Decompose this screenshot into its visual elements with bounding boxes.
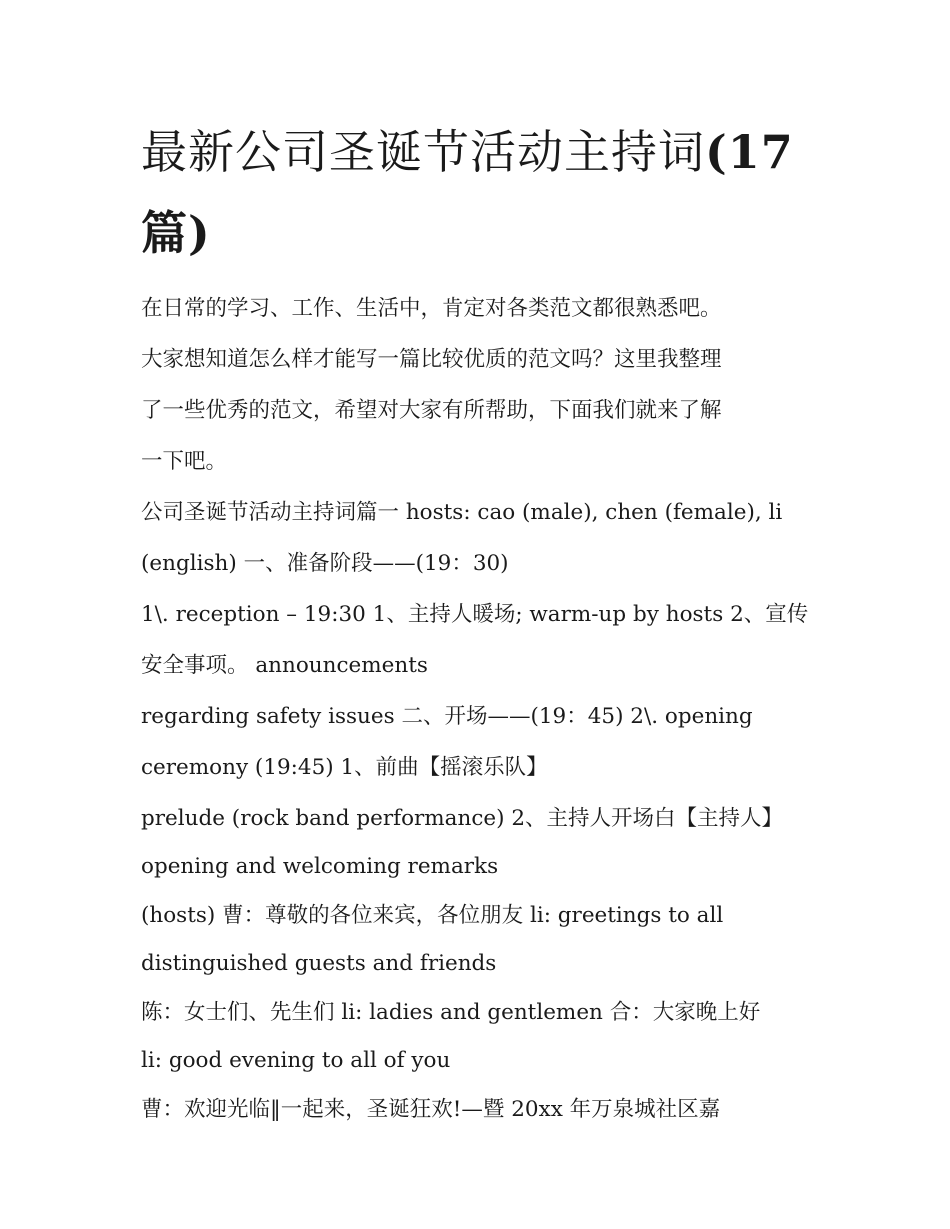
body-line: ceremony (19:45) 1、前曲【摇滚乐队】 bbox=[141, 755, 548, 780]
intro-line: 大家想知道怎么样才能写一篇比较优质的范文吗？这里我整理 bbox=[141, 347, 722, 372]
intro-line: 一下吧。 bbox=[141, 449, 228, 474]
body-line: regarding safety issues 二、开场——(19：45) 2\. opening bbox=[141, 704, 753, 729]
body-line: 公司圣诞节活动主持词篇一 hosts: cao (male), chen (female), li bbox=[141, 500, 783, 525]
intro-line: 了一些优秀的范文，希望对大家有所帮助，下面我们就来了解 bbox=[141, 398, 722, 423]
body-line: (hosts) 曹：尊敬的各位来宾，各位朋友 li: greetings to all bbox=[141, 903, 724, 928]
body-line: 1\. reception – 19:30 1、主持人暖场; warm-up by hosts 2、宣传 bbox=[141, 602, 809, 627]
body-line: opening and welcoming remarks bbox=[141, 854, 499, 879]
body-line: distinguished guests and friends bbox=[141, 951, 497, 976]
body-line: 安全事项。 announcements bbox=[141, 653, 428, 678]
document-page bbox=[141, 112, 821, 1135]
body-line: 陈：女士们、先生们 li: ladies and gentlemen 合：大家晚上好 bbox=[141, 1000, 761, 1025]
title-count-end: 篇) bbox=[141, 205, 211, 260]
title-count: (17 bbox=[705, 125, 794, 179]
host-script bbox=[141, 487, 821, 1135]
intro-paragraph bbox=[141, 283, 821, 487]
intro-line: 在日常的学习、工作、生活中，肯定对各类范文都很熟悉吧。 bbox=[141, 296, 722, 321]
body-line: prelude (rock band performance) 2、主持人开场白【主持人】 bbox=[141, 806, 784, 831]
body-line: 曹：欢迎光临‖一起来，圣诞狂欢!—暨 20xx 年万泉城社区嘉 bbox=[141, 1097, 721, 1122]
body-line: (english) 一、准备阶段——(19：30) bbox=[141, 551, 509, 576]
body-line: li: good evening to all of you bbox=[141, 1048, 451, 1073]
document-title bbox=[141, 112, 821, 273]
title-text: 最新公司圣诞节活动主持词 bbox=[141, 125, 705, 179]
